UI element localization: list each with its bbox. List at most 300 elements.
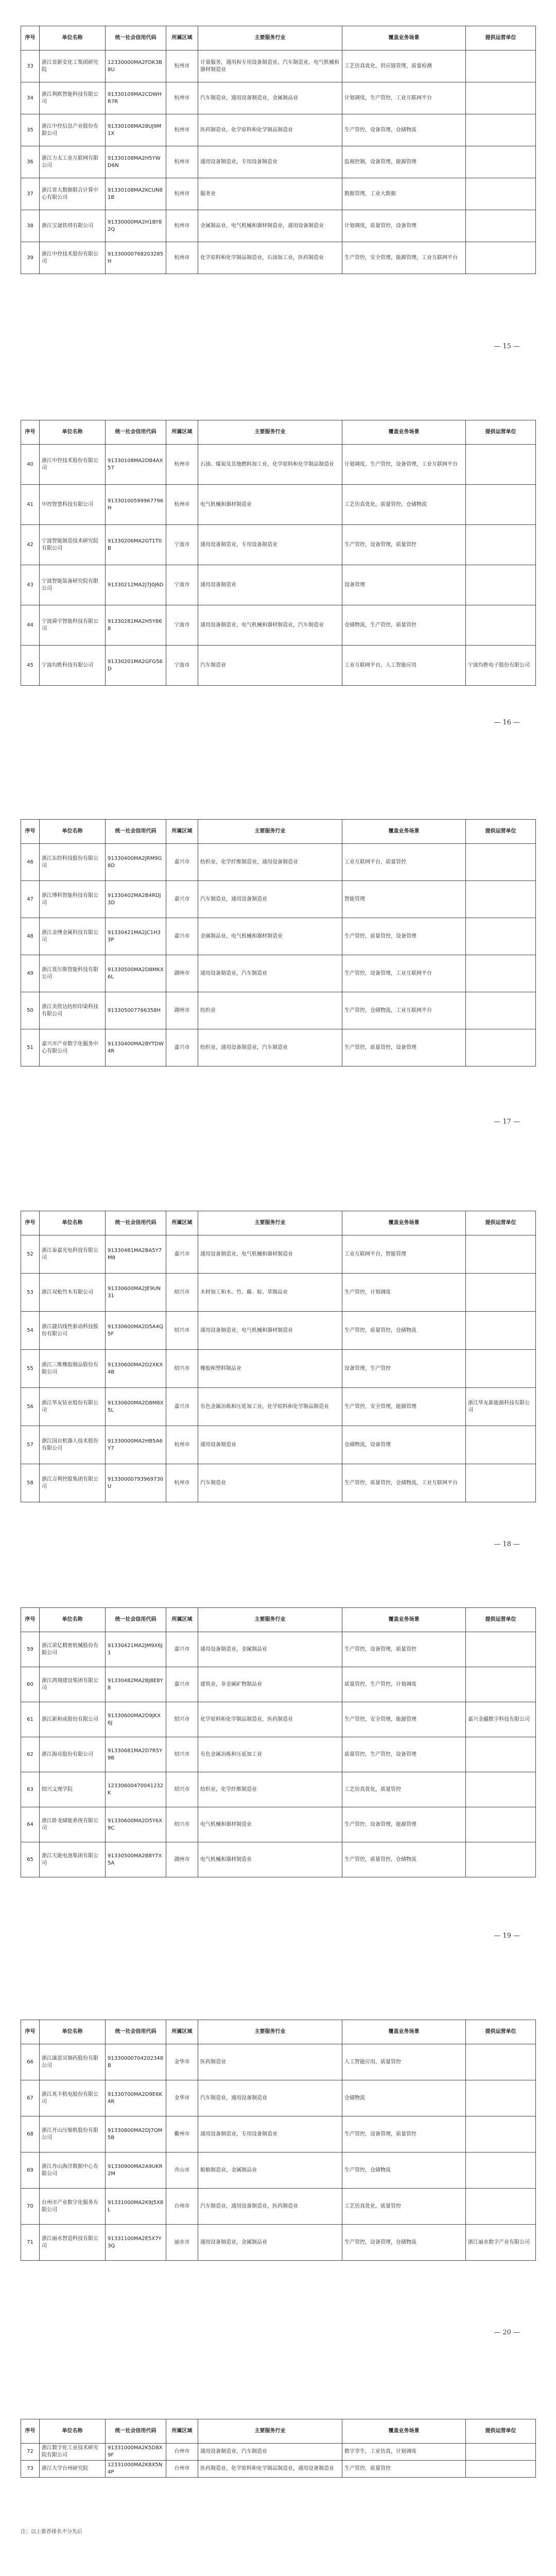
cell-operator: [466, 1029, 536, 1066]
cell-operator: [466, 1737, 536, 1772]
cell-operator: [466, 2153, 536, 2189]
table-header: [21, 1608, 536, 1632]
cell-operator: 宁波均胜电子股份有限公司: [466, 646, 536, 686]
cell-name: 浙江兆丰机电股份有限公司: [40, 2080, 106, 2116]
cell-name: 浙江双枪竹木有限公司: [40, 1274, 106, 1312]
column-header-code: 统一社会信用代码: [106, 1211, 166, 1235]
cell-name: 台州市产业数字化服务有限公司: [40, 2189, 106, 2225]
cell-code: 91330681MA2D7R5Y9B: [106, 1737, 166, 1772]
cell-seq: 56: [21, 1388, 40, 1426]
cell-area: 绍兴市: [166, 1312, 198, 1350]
cell-code: 91330600MA2D9JKX6J: [106, 1702, 166, 1737]
cell-scene: 生产管控，设备管理，能源管理: [342, 1807, 466, 1842]
cell-industry: 有色金属冶炼和压延加工业，化学原料和化学制品制造业: [198, 1388, 342, 1426]
cell-seq: 47: [21, 881, 40, 918]
page-number: — 16 —: [494, 719, 520, 726]
cell-name: 浙江中控技术股份有限公司: [40, 242, 106, 274]
cell-area: 湖州市: [166, 992, 198, 1029]
footnote: 注：以上推荐排名不分先后: [21, 2529, 82, 2535]
column-header-seq: 序号: [21, 1211, 40, 1235]
table-body: [21, 445, 536, 686]
table-row: [21, 646, 536, 686]
cell-seq: 36: [21, 146, 40, 178]
cell-area: 绍兴市: [166, 1772, 198, 1807]
table-row: [21, 210, 536, 242]
table-header: [21, 2020, 536, 2044]
table-row: [21, 1274, 536, 1312]
cell-operator: [466, 1274, 536, 1312]
cell-code: 91330212MA2J7J0J6D: [106, 565, 166, 605]
column-header-industry: 主要服务行业: [198, 26, 342, 50]
table-row: [21, 1702, 536, 1737]
column-header-industry: 主要服务行业: [198, 2020, 342, 2044]
cell-code: 913305007766358H: [106, 992, 166, 1029]
cell-scene: 生产管控，设备管理，仓储物流: [342, 2225, 466, 2261]
cell-seq: 52: [21, 1235, 40, 1274]
cell-operator: [466, 992, 536, 1029]
cell-code: 91330000MA2H1BY82Q: [106, 210, 166, 242]
cell-seq: 41: [21, 485, 40, 525]
column-header-name: 单位名称: [40, 26, 106, 50]
cell-seq: 37: [21, 178, 40, 210]
column-header-area: 所属区域: [166, 2020, 198, 2044]
cell-industry: 纺织业，化学纤维制造业，通用设备制造业: [198, 844, 342, 881]
table-row: [21, 525, 536, 565]
cell-operator: [466, 2044, 536, 2080]
cell-scene: 智能管理: [342, 881, 466, 918]
cell-industry: 建筑业，非金属矿物制品业: [198, 1667, 342, 1702]
cell-code: 91330109MA2CDWHR7R: [106, 82, 166, 114]
table-row: [21, 565, 536, 605]
cell-area: 杭州市: [166, 1426, 198, 1464]
cell-operator: [466, 2444, 536, 2461]
table-row: [21, 50, 536, 82]
cell-name: 浙江莫尔斯智能科技有限公司: [40, 955, 106, 992]
cell-seq: 43: [21, 565, 40, 605]
table-row: [21, 146, 536, 178]
cell-industry: 汽车制造业，通用设备制造业: [198, 881, 342, 918]
cell-area: 金华市: [166, 2080, 198, 2116]
cell-scene: 生产管控，安全管理，能源管理: [342, 1388, 466, 1426]
page-21: [21, 2419, 535, 2478]
cell-code: 91330600MA2D5A4Q5F: [106, 1312, 166, 1350]
column-header-scene: 覆盖业务场景: [342, 26, 466, 50]
cell-seq: 59: [21, 1632, 40, 1667]
cell-name: 宁波智能装备研究院有限公司: [40, 565, 106, 605]
column-header-code: 统一社会信用代码: [106, 2020, 166, 2044]
cell-scene: 仓储物流，设备管理: [342, 1426, 466, 1464]
table-header: [21, 820, 536, 844]
table-row: [21, 2444, 536, 2461]
page-number: — 19 —: [494, 1932, 520, 1940]
column-header-code: 统一社会信用代码: [106, 420, 166, 445]
column-header-area: 所属区域: [166, 2419, 198, 2444]
cell-code: 91330600MA2D2XKX4B: [106, 1350, 166, 1388]
cell-name: 浙江中控信息产业股份有限公司: [40, 114, 106, 146]
column-header-scene: 覆盖业务场景: [342, 820, 466, 844]
cell-industry: 船舶制造业，金属制品业: [198, 2153, 342, 2189]
column-header-name: 单位名称: [40, 420, 106, 445]
column-header-industry: 主要服务行业: [198, 820, 342, 844]
cell-area: 嘉兴市: [166, 1667, 198, 1702]
cell-name: 浙江利欧智能科技有限公司: [40, 82, 106, 114]
table-row: [21, 1312, 536, 1350]
cell-area: 湖州市: [166, 1842, 198, 1877]
cell-scene: 人工智能应用，质量管控: [342, 2044, 466, 2080]
cell-area: 台州市: [166, 2189, 198, 2225]
page-16: [21, 420, 535, 686]
cell-seq: 63: [21, 1772, 40, 1807]
column-header-operator: 提供运营单位: [466, 820, 536, 844]
cell-name: 浙江舟山海洋数据中心有限公司: [40, 2153, 106, 2189]
column-header-name: 单位名称: [40, 1211, 106, 1235]
registry-table: [21, 1607, 536, 1877]
page-number: — 15 —: [494, 343, 520, 350]
cell-code: 91330481MA2BA5Y7M8: [106, 1235, 166, 1274]
cell-code: 91331000MA2K9J5X8L: [106, 2189, 166, 2225]
cell-seq: 64: [21, 1807, 40, 1842]
cell-code: 91331100MA2E5X7Y3Q: [106, 2225, 166, 2261]
cell-seq: 42: [21, 525, 40, 565]
table-row: [21, 1667, 536, 1702]
column-header-seq: 序号: [21, 1608, 40, 1632]
table-row: [21, 1029, 536, 1066]
cell-area: 杭州市: [166, 82, 198, 114]
cell-seq: 73: [21, 2461, 40, 2478]
cell-scene: 生产管控，安全管理，能源管理，工业互联网平台: [342, 242, 466, 274]
cell-industry: 化学原料和化学制品制造业，医药制造业: [198, 1702, 342, 1737]
cell-seq: 33: [21, 50, 40, 82]
table-body: [21, 2444, 536, 2478]
column-header-code: 统一社会信用代码: [106, 2419, 166, 2444]
cell-scene: 计划调度，生产管控，工业互联网平台: [342, 82, 466, 114]
cell-seq: 68: [21, 2116, 40, 2153]
cell-scene: 生产管控，安全管理，能源管理: [342, 1702, 466, 1737]
table-body: [21, 2044, 536, 2261]
cell-name: 浙江荣亿精密机械股份有限公司: [40, 1632, 106, 1667]
cell-name: 浙江开山压缩机股份有限公司: [40, 2116, 106, 2153]
cell-operator: [466, 955, 536, 992]
cell-code: 91330600MA2JE9UN31: [106, 1274, 166, 1312]
cell-seq: 39: [21, 242, 40, 274]
cell-scene: 生产管控，质量管控，仓储物流，工业互联网平台: [342, 1464, 466, 1502]
cell-name: 中控智慧科技有限公司: [40, 485, 106, 525]
table-row: [21, 1807, 536, 1842]
cell-seq: 35: [21, 114, 40, 146]
table-row: [21, 1388, 536, 1426]
cell-code: 91330108MA2DB4AX57: [106, 445, 166, 485]
table-row: [21, 1772, 536, 1807]
cell-code: 91330000MA2HB5A6Y7: [106, 1426, 166, 1464]
column-header-area: 所属区域: [166, 26, 198, 50]
cell-area: 杭州市: [166, 1464, 198, 1502]
cell-name: 浙江金博金属科技有限公司: [40, 918, 106, 955]
cell-code: 91330108MA2H5YWD6N: [106, 146, 166, 178]
cell-name: 浙江捷昌线性驱动科技股份有限公司: [40, 1312, 106, 1350]
cell-area: 杭州市: [166, 50, 198, 82]
table-row: [21, 445, 536, 485]
table-body: [21, 50, 536, 274]
cell-operator: 浙江华友新能源科技有限公司: [466, 1388, 536, 1426]
cell-operator: [466, 1842, 536, 1877]
cell-operator: [466, 1350, 536, 1388]
table-row: [21, 2044, 536, 2080]
cell-name: 浙江天能电池集团有限公司: [40, 1842, 106, 1877]
table-header: [21, 1211, 536, 1235]
table-body: [21, 1632, 536, 1877]
cell-seq: 57: [21, 1426, 40, 1464]
cell-operator: [466, 1312, 536, 1350]
cell-area: 嘉兴市: [166, 918, 198, 955]
cell-industry: 通用设备制造业，电气机械和器材制造业: [198, 1235, 342, 1274]
cell-seq: 44: [21, 605, 40, 646]
cell-industry: 医药制造业，化学原料和化学制品制造业: [198, 114, 342, 146]
cell-industry: 通用设备制造业，专用设备制造业: [198, 2116, 342, 2153]
cell-scene: 生产管控，计划调度: [342, 1274, 466, 1312]
registry-table: [21, 420, 536, 686]
header-row: [21, 26, 536, 50]
registry-table: [21, 2419, 536, 2478]
cell-code: 91330500MA2B8Y7X5A: [106, 1842, 166, 1877]
column-header-area: 所属区域: [166, 1608, 198, 1632]
cell-scene: 工业互联网平台，质量管控: [342, 844, 466, 881]
column-header-operator: 提供运营单位: [466, 2419, 536, 2444]
cell-seq: 71: [21, 2225, 40, 2261]
cell-area: 绍兴市: [166, 1737, 198, 1772]
cell-operator: [466, 2116, 536, 2153]
column-header-area: 所属区域: [166, 820, 198, 844]
cell-area: 台州市: [166, 2461, 198, 2478]
table-row: [21, 2153, 536, 2189]
cell-name: 绍兴文理学院: [40, 1772, 106, 1807]
cell-area: 宁波市: [166, 646, 198, 686]
cell-area: 杭州市: [166, 178, 198, 210]
cell-operator: [466, 1426, 536, 1464]
table-row: [21, 1464, 536, 1502]
header-row: [21, 420, 536, 445]
column-header-seq: 序号: [21, 2020, 40, 2044]
cell-name: 宁波舜宇智能科技有限公司: [40, 605, 106, 646]
cell-code: 91330600MA2D8M8X5L: [106, 1388, 166, 1426]
table-row: [21, 1632, 536, 1667]
column-header-scene: 覆盖业务场景: [342, 2020, 466, 2044]
cell-name: 浙江泰嘉光电科技有限公司: [40, 1235, 106, 1274]
cell-industry: 通用设备制造业，金属制品业: [198, 2225, 342, 2261]
cell-code: 91330900MA2A9UKR2M: [106, 2153, 166, 2189]
cell-seq: 50: [21, 992, 40, 1029]
cell-scene: 生产管控，质量管控，设备管理: [342, 918, 466, 955]
table-row: [21, 1235, 536, 1274]
cell-scene: 计划调度，质量管控，设备管理: [342, 210, 466, 242]
cell-operator: [466, 1807, 536, 1842]
cell-code: 91330421MA2JC1H33P: [106, 918, 166, 955]
cell-operator: [466, 2461, 536, 2478]
cell-operator: [466, 82, 536, 114]
cell-scene: 工艺仿真优化，质量管控，仓储物流: [342, 485, 466, 525]
column-header-area: 所属区域: [166, 420, 198, 445]
table-row: [21, 1737, 536, 1772]
column-header-code: 统一社会信用代码: [106, 1608, 166, 1632]
cell-code: 91330800MA2DJ7QM5B: [106, 2116, 166, 2153]
cell-scene: 工艺仿真优化，质量管控: [342, 1772, 466, 1807]
cell-scene: 设备管理: [342, 565, 466, 605]
column-header-seq: 序号: [21, 26, 40, 50]
cell-name: 浙江美欣达纺织印染科技有限公司: [40, 992, 106, 1029]
table-row: [21, 2461, 536, 2478]
cell-scene: 生产管控，设备管理，质量管控: [342, 525, 466, 565]
cell-operator: [466, 445, 536, 485]
cell-name: 浙江东经科技股份有限公司: [40, 844, 106, 881]
cell-area: 嘉兴市: [166, 1632, 198, 1667]
cell-operator: [466, 242, 536, 274]
cell-scene: 生产管控，仓储物流，工业互联网平台: [342, 992, 466, 1029]
cell-operator: [466, 1632, 536, 1667]
cell-name: 浙江吉利控股集团有限公司: [40, 1464, 106, 1502]
cell-code: 91330500MA2D8MKX6L: [106, 955, 166, 992]
cell-seq: 65: [21, 1842, 40, 1877]
table-row: [21, 178, 536, 210]
table-row: [21, 881, 536, 918]
cell-scene: 生产管控，设备管理，质量管控: [342, 1632, 466, 1667]
cell-seq: 70: [21, 2189, 40, 2225]
cell-name: 浙江省大数据联合计算中心有限公司: [40, 178, 106, 210]
page-18: [21, 1211, 535, 1502]
header-row: [21, 2020, 536, 2044]
column-header-scene: 覆盖业务场景: [342, 2419, 466, 2444]
column-header-operator: 提供运营单位: [466, 1608, 536, 1632]
cell-operator: [466, 114, 536, 146]
cell-seq: 48: [21, 918, 40, 955]
cell-code: 12331000MA2K8X5N4P: [106, 2461, 166, 2478]
cell-operator: [466, 146, 536, 178]
cell-area: 嘉兴市: [166, 1029, 198, 1066]
cell-area: 杭州市: [166, 485, 198, 525]
table-body: [21, 844, 536, 1066]
cell-operator: [466, 605, 536, 646]
cell-code: 91330482MA2BJ8E8Y8: [106, 1667, 166, 1702]
cell-area: 衢州市: [166, 2116, 198, 2153]
cell-operator: [466, 881, 536, 918]
cell-seq: 69: [21, 2153, 40, 2189]
column-header-name: 单位名称: [40, 820, 106, 844]
cell-seq: 62: [21, 1737, 40, 1772]
cell-industry: 通用设备制造业，汽车制造业: [198, 2444, 342, 2461]
table-row: [21, 844, 536, 881]
column-header-industry: 主要服务行业: [198, 420, 342, 445]
cell-scene: 生产管控，质量管控，仓储物流: [342, 1312, 466, 1350]
cell-industry: 汽车制造业: [198, 1464, 342, 1502]
cell-seq: 72: [21, 2444, 40, 2461]
table-row: [21, 955, 536, 992]
cell-name: 浙江卧龙储能系统有限公司: [40, 1807, 106, 1842]
cell-seq: 55: [21, 1350, 40, 1388]
cell-industry: 汽车制造业，通用设备制造业，金属制品业: [198, 82, 342, 114]
cell-industry: 通用设备制造业: [198, 565, 342, 605]
cell-industry: 纺织业，通用设备制造业，汽车制造业: [198, 1029, 342, 1066]
cell-seq: 66: [21, 2044, 40, 2080]
cell-scene: 仓储物流: [342, 2080, 466, 2116]
table-row: [21, 605, 536, 646]
page-20: [21, 2020, 535, 2261]
cell-industry: 橡胶和塑料制品业: [198, 1350, 342, 1388]
cell-industry: 计量服务，通用和专用设备制造业，汽车制造业，电气机械和器材制造业: [198, 50, 342, 82]
cell-industry: 医药制造业: [198, 2044, 342, 2080]
cell-name: 浙江博科智能科技有限公司: [40, 881, 106, 918]
column-header-name: 单位名称: [40, 2020, 106, 2044]
cell-industry: 通用设备制造业，金属制品业: [198, 1632, 342, 1667]
table-row: [21, 2116, 536, 2153]
header-row: [21, 1608, 536, 1632]
cell-industry: 通用设备制造业，专用设备制造业: [198, 146, 342, 178]
cell-seq: 53: [21, 1274, 40, 1312]
cell-code: 91330402MA2B4RDJ3D: [106, 881, 166, 918]
cell-operator: [466, 565, 536, 605]
cell-operator: [466, 525, 536, 565]
cell-scene: 生产管控，质量管控: [342, 2461, 466, 2478]
cell-area: 宁波市: [166, 565, 198, 605]
cell-seq: 60: [21, 1667, 40, 1702]
cell-area: 杭州市: [166, 445, 198, 485]
table-row: [21, 918, 536, 955]
cell-industry: 服务业: [198, 178, 342, 210]
cell-name: 浙江力太工业互联网有限公司: [40, 146, 106, 178]
header-row: [21, 2419, 536, 2444]
cell-seq: 34: [21, 82, 40, 114]
registry-table: [21, 2020, 536, 2261]
cell-industry: 汽车制造业，通用设备制造业，医药制造业: [198, 2189, 342, 2225]
cell-operator: [466, 1667, 536, 1702]
cell-name: 浙江鸿翔建设集团有限公司: [40, 1667, 106, 1702]
cell-area: 嘉兴市: [166, 881, 198, 918]
cell-scene: 设备管理，生产管控: [342, 1350, 466, 1388]
cell-name: 浙江华友钴业股份有限公司: [40, 1388, 106, 1426]
table-row: [21, 2225, 536, 2261]
cell-name: 宁波智能制造技术研究院有限公司: [40, 525, 106, 565]
cell-code: 91330108MA2KCUN81B: [106, 178, 166, 210]
cell-name: 浙江国自机器人技术股份有限公司: [40, 1426, 106, 1464]
cell-seq: 67: [21, 2080, 40, 2116]
cell-industry: 石油、煤炭及其他燃料加工业，化学原料和化学制品制造业: [198, 445, 342, 485]
registry-table: [21, 1211, 536, 1502]
cell-industry: 电气机械和器材制造业: [198, 1842, 342, 1877]
cell-industry: 金属制品业，电气机械和器材制造业: [198, 918, 342, 955]
cell-area: 湖州市: [166, 955, 198, 992]
cell-code: 91330100599967796H: [106, 485, 166, 525]
cell-operator: [466, 178, 536, 210]
cell-operator: 浙江丽水数字产业有限公司: [466, 2225, 536, 2261]
header-row: [21, 820, 536, 844]
cell-code: 91330281MA2H5Y868: [106, 605, 166, 646]
registry-table: [21, 26, 536, 274]
cell-area: 金华市: [166, 2044, 198, 2080]
cell-code: 91330000793969730U: [106, 1464, 166, 1502]
cell-code: 91330600MA2D5Y6X9C: [106, 1807, 166, 1842]
cell-code: 91330201MA2GFG56D: [106, 646, 166, 686]
cell-scene: 监视控制，设备管理，能源管理: [342, 146, 466, 178]
column-header-industry: 主要服务行业: [198, 1211, 342, 1235]
cell-area: 台州市: [166, 2444, 198, 2461]
cell-seq: 46: [21, 844, 40, 881]
column-header-code: 统一社会信用代码: [106, 820, 166, 844]
cell-operator: [466, 1235, 536, 1274]
cell-industry: 汽车制造业，通用设备制造业: [198, 2080, 342, 2116]
column-header-code: 统一社会信用代码: [106, 26, 166, 50]
cell-name: 浙江丽水智造科技有限公司: [40, 2225, 106, 2261]
cell-area: 宁波市: [166, 525, 198, 565]
table-row: [21, 114, 536, 146]
cell-industry: 通用设备制造业，专用设备制造业: [198, 525, 342, 565]
cell-area: 杭州市: [166, 242, 198, 274]
